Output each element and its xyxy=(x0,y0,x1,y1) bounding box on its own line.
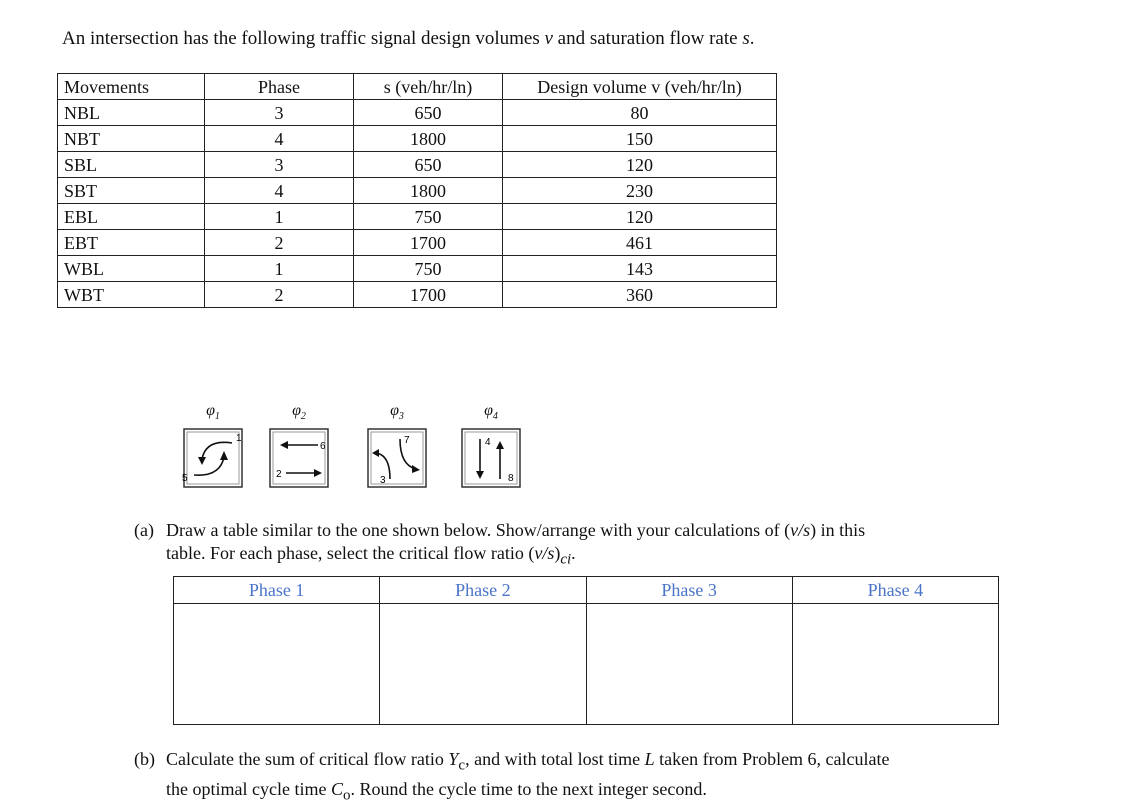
movement-table-header xyxy=(58,74,777,100)
question-b-sub-c: c xyxy=(458,757,466,774)
phase-2-movement-icon xyxy=(266,425,332,489)
cell-movement: EBL xyxy=(58,204,205,230)
phase-label xyxy=(180,402,246,422)
question-b-var-C: C xyxy=(330,778,343,799)
question-b-label: (b) xyxy=(134,749,155,769)
question-a-var-vs2: v/s xyxy=(534,543,555,563)
question-b-line2: the optimal cycle time xyxy=(166,778,331,799)
question-a-line2: table. For each phase, select the critical flow ratio ( xyxy=(166,543,535,563)
question-b-sub-o: o xyxy=(342,787,351,804)
phi-symbol: φ xyxy=(390,402,399,419)
cell-s: 1700 xyxy=(354,282,503,308)
intro-var-v: v xyxy=(544,28,553,49)
table-row xyxy=(58,204,777,230)
question-b-line1-mid: , and with total lost time xyxy=(465,749,645,769)
header-phase: Phase xyxy=(205,74,354,100)
movement-table xyxy=(57,73,777,308)
phi-symbol: φ xyxy=(484,402,493,419)
calc-table-row xyxy=(174,604,999,725)
cell-s: 650 xyxy=(354,100,503,126)
question-a-text: Draw a table similar to the one shown below. Show/arrange with your calculations of (v/s) in this table. For each phase, select the critical flow ratio $(v/s)_{ci}$. xyxy=(166,520,866,568)
movement-number: 4 xyxy=(485,437,491,448)
question-b-var-L: L xyxy=(644,749,655,769)
cell-v: 120 xyxy=(503,204,777,230)
cell-movement: NBT xyxy=(58,126,205,152)
cell-s: 750 xyxy=(354,256,503,282)
movement-number: 2 xyxy=(276,469,282,480)
calculation-table xyxy=(173,576,999,725)
cell-v: 360 xyxy=(503,282,777,308)
header-phase-2: Phase 2 xyxy=(380,577,586,604)
cell-s: 1800 xyxy=(354,178,503,204)
phi-subscript: 3 xyxy=(398,411,404,423)
movement-number: 6 xyxy=(320,441,326,452)
cell-s: 1800 xyxy=(354,126,503,152)
movement-number: 8 xyxy=(508,473,514,484)
cell-movement: WBT xyxy=(58,282,205,308)
phase-4-movement-icon xyxy=(458,425,524,489)
intro-text-mid: and saturation flow rate xyxy=(552,28,743,49)
table-row xyxy=(58,100,777,126)
problem-intro xyxy=(62,28,754,50)
question-a-line1: Draw a table similar to the one shown below. Show/arrange with your calculations of ( xyxy=(166,520,791,540)
question-a-line1-end: ) in this xyxy=(810,520,866,540)
cell-phase: 2 xyxy=(205,282,354,308)
cell-phase: 4 xyxy=(205,126,354,152)
question-b-text xyxy=(166,748,1026,807)
movement-number: 3 xyxy=(380,475,386,486)
phase-label xyxy=(266,402,332,422)
calc-cell-phase-2 xyxy=(380,604,586,725)
cell-s: 650 xyxy=(354,152,503,178)
question-b-line1-end: taken from Problem 6, calculate xyxy=(654,749,890,769)
phase-3-movement-icon xyxy=(364,425,430,489)
phi-subscript: 2 xyxy=(300,411,306,423)
phase-label xyxy=(458,402,524,422)
table-row xyxy=(58,256,777,282)
question-b-line1: Calculate the sum of critical flow ratio xyxy=(166,749,449,769)
table-row xyxy=(58,126,777,152)
cell-v: 150 xyxy=(503,126,777,152)
table-row xyxy=(58,178,777,204)
cell-v: 80 xyxy=(503,100,777,126)
header-phase-3: Phase 3 xyxy=(586,577,792,604)
question-a-line2-end: . xyxy=(571,543,576,563)
calc-cell-phase-3 xyxy=(586,604,792,725)
phi-subscript: 1 xyxy=(214,411,220,423)
table-row xyxy=(58,282,777,308)
cell-v: 461 xyxy=(503,230,777,256)
movement-number: 5 xyxy=(182,473,188,484)
cell-movement: EBT xyxy=(58,230,205,256)
question-b-var-Y: Y xyxy=(448,749,459,769)
header-phase-4: Phase 4 xyxy=(792,577,998,604)
phi-symbol: φ xyxy=(292,402,301,419)
table-row xyxy=(58,230,777,256)
question-a-label: (a) xyxy=(134,520,154,540)
calc-table-header xyxy=(174,577,999,604)
cell-phase: 1 xyxy=(205,204,354,230)
question-b-line2-end: . Round the cycle time to the next integer second. xyxy=(350,778,707,799)
cell-movement: WBL xyxy=(58,256,205,282)
calc-cell-phase-1 xyxy=(174,604,380,725)
phase-1-movement-icon xyxy=(180,425,246,489)
cell-phase: 1 xyxy=(205,256,354,282)
question-a-var-vs: v/s xyxy=(790,520,811,540)
cell-phase: 3 xyxy=(205,152,354,178)
calc-cell-phase-4 xyxy=(792,604,998,725)
header-saturation: s (veh/hr/ln) xyxy=(354,74,503,100)
movement-number: 7 xyxy=(404,435,410,446)
cell-s: 1700 xyxy=(354,230,503,256)
cell-movement: SBT xyxy=(58,178,205,204)
cell-movement: SBL xyxy=(58,152,205,178)
movement-number: 1 xyxy=(236,433,242,444)
intro-suffix: . xyxy=(749,28,755,49)
table-row xyxy=(58,152,777,178)
phase-label xyxy=(364,402,430,422)
cell-v: 120 xyxy=(503,152,777,178)
cell-s: 750 xyxy=(354,204,503,230)
question-a-sub-ci: ci xyxy=(560,551,572,568)
header-phase-1: Phase 1 xyxy=(174,577,380,604)
cell-phase: 3 xyxy=(205,100,354,126)
phi-subscript: 4 xyxy=(492,411,498,423)
intro-var-s: s xyxy=(742,28,750,49)
cell-v: 143 xyxy=(503,256,777,282)
header-volume: Design volume v (veh/hr/ln) xyxy=(503,74,777,100)
cell-movement: NBL xyxy=(58,100,205,126)
cell-phase: 4 xyxy=(205,178,354,204)
intro-text: An intersection has the following traffic signal design volumes xyxy=(62,28,545,49)
cell-phase: 2 xyxy=(205,230,354,256)
cell-v: 230 xyxy=(503,178,777,204)
header-movements: Movements xyxy=(58,74,205,100)
phi-symbol: φ xyxy=(206,402,215,419)
